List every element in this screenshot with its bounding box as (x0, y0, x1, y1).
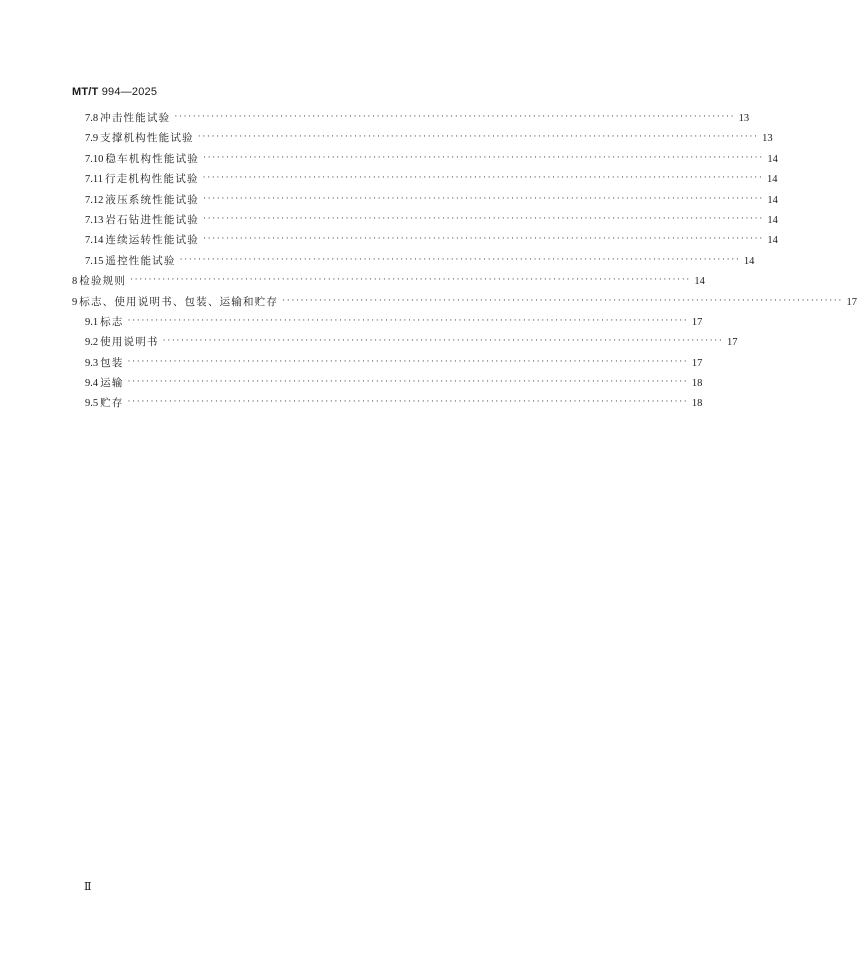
toc-entry-page: 13 (738, 113, 750, 124)
toc-entry-page: 14 (767, 214, 778, 226)
toc-entry-number: 8 (72, 276, 78, 288)
toc-entry[interactable] (72, 110, 750, 130)
toc-entry-title: 遥控性能试验 (105, 254, 176, 267)
toc-dot-leader: ·························································································································· (174, 111, 736, 121)
toc-entry-number: 7.12 (85, 194, 104, 206)
toc-entry-title: 岩石钻进性能试验 (105, 213, 199, 226)
toc-entry[interactable] (72, 314, 703, 334)
toc-entry-title: 稳车机构性能试验 (105, 152, 199, 165)
toc-dot-leader: ·························································································································· (179, 253, 741, 264)
toc-dot-leader: ·························································································································· (127, 314, 689, 325)
toc-dot-leader: ·························································································································· (202, 172, 764, 183)
toc-entry-number: 9.1 (85, 316, 99, 328)
toc-entry[interactable] (72, 273, 705, 293)
toc-entry[interactable] (72, 253, 755, 273)
toc-entry-number: 7.10 (85, 153, 104, 165)
toc-entry-number: 7.9 (85, 133, 99, 145)
toc-entry-number: 9.4 (85, 378, 99, 390)
toc-entry[interactable] (72, 355, 703, 375)
toc-entry-title: 检验规则 (79, 275, 127, 288)
toc-entry[interactable] (72, 151, 778, 171)
toc-entry-number: 9 (72, 296, 78, 308)
toc-entry-page: 14 (766, 174, 778, 186)
toc-dot-leader: ·························································································································· (130, 274, 691, 285)
toc-dot-leader: ·························································································································· (202, 192, 764, 203)
toc-dot-leader: ·························································································································· (202, 212, 764, 223)
table-of-contents (72, 110, 857, 416)
toc-entry-title: 冲击性能试验 (100, 112, 171, 124)
toc-entry-page: 17 (691, 357, 703, 369)
toc-entry[interactable] (72, 375, 703, 395)
toc-dot-leader: ·························································································································· (202, 151, 764, 162)
toc-dot-leader: ·························································································································· (197, 131, 759, 142)
toc-entry-number: 9.3 (85, 357, 99, 369)
toc-entry-page: 18 (691, 378, 703, 390)
toc-entry-title: 标志、使用说明书、包装、运输和贮存 (79, 295, 279, 308)
toc-entry-title: 液压系统性能试验 (105, 193, 199, 206)
toc-entry[interactable] (72, 212, 778, 232)
toc-entry-title: 标志 (100, 315, 124, 328)
toc-entry-title: 使用说明书 (100, 336, 159, 349)
toc-entry-page: 14 (767, 153, 778, 165)
toc-entry-page: 17 (846, 296, 857, 308)
toc-entry-title: 运输 (100, 377, 124, 390)
toc-dot-leader: ·························································································································· (127, 376, 689, 387)
toc-entry-page: 14 (743, 255, 755, 267)
toc-entry-number: 7.13 (85, 214, 104, 226)
toc-entry-title: 贮存 (100, 397, 124, 410)
toc-entry-title: 行走机构性能试验 (105, 173, 199, 186)
toc-entry-number: 9.2 (85, 337, 99, 349)
toc-entry-page: 18 (691, 398, 703, 410)
toc-entry[interactable] (72, 232, 778, 252)
toc-dot-leader: ·························································································································· (162, 335, 724, 346)
toc-entry-page: 17 (726, 337, 738, 349)
toc-entry-page: 14 (767, 235, 778, 247)
toc-entry-number: 7.15 (85, 255, 104, 267)
toc-entry[interactable] (72, 334, 738, 354)
standard-number: 994—2025 (101, 86, 158, 98)
toc-entry-number: 7.11 (85, 174, 103, 186)
toc-entry-number: 9.5 (85, 398, 99, 410)
toc-dot-leader: ·························································································································· (127, 396, 689, 407)
standard-header (72, 86, 157, 98)
toc-entry[interactable] (72, 171, 778, 191)
toc-entry-number: 7.14 (85, 235, 104, 247)
toc-dot-leader: ·························································································································· (127, 355, 689, 366)
toc-entry[interactable] (72, 192, 778, 212)
toc-entry-title: 连续运转性能试验 (105, 234, 199, 247)
toc-entry-number: 7.8 (85, 113, 99, 124)
page-number-footer: Ⅱ (84, 881, 92, 893)
toc-entry-page: 14 (694, 276, 705, 288)
toc-entry-page: 13 (762, 133, 773, 145)
toc-entry-title: 支撑机构性能试验 (100, 132, 194, 145)
toc-entry-title: 包装 (100, 356, 124, 369)
toc-dot-leader: ·························································································································· (282, 294, 843, 305)
toc-entry-page: 17 (691, 316, 703, 328)
standard-code: MT/T (72, 86, 99, 98)
toc-entry[interactable] (72, 130, 773, 150)
toc-entry[interactable] (72, 395, 703, 415)
toc-dot-leader: ·························································································································· (202, 233, 764, 244)
toc-entry-page: 14 (767, 194, 778, 206)
toc-entry[interactable] (72, 294, 857, 314)
